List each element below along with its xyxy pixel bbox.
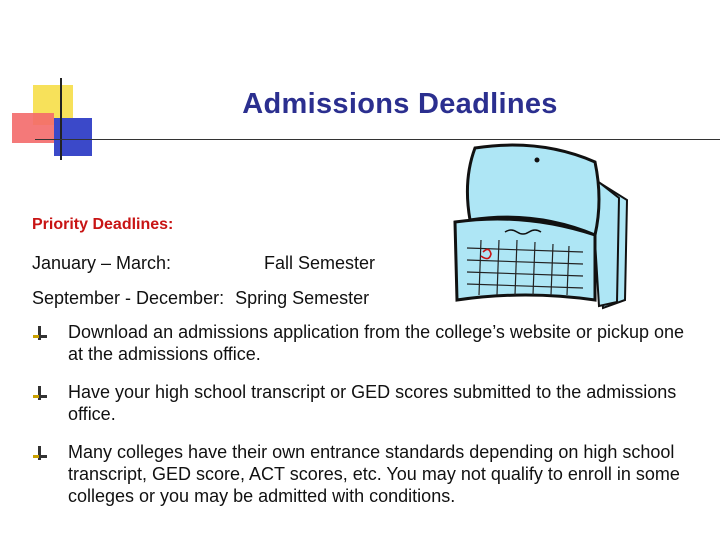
bullet-text: Have your high school transcript or GED scores submitted to the admissions office. — [68, 382, 677, 424]
bullet-text: Many colleges have their own entrance standards depending on high school transcript, GED score, ACT scores, etc. You may not qualify to enroll in some colleges or you may be admitted with conditions. — [68, 442, 680, 506]
deadline-semester-spring: Spring Semester — [235, 288, 370, 308]
deadline-row-spring — [32, 288, 369, 309]
deadline-semester-fall: Fall Semester — [264, 253, 376, 273]
decorative-vertical-line — [60, 78, 62, 160]
calendar-clipart-icon — [445, 140, 635, 320]
bullet-marker-icon — [33, 326, 47, 340]
bullet-marker-icon — [33, 386, 47, 400]
slide-title: Admissions Deadlines — [242, 88, 558, 120]
bullet-list — [33, 321, 703, 523]
bullet-marker-icon — [33, 446, 47, 460]
deadline-period-spring: September - December: — [32, 288, 225, 308]
list-item — [33, 321, 703, 365]
list-item — [33, 441, 703, 507]
priority-deadlines-heading: Priority Deadlines: — [32, 216, 174, 233]
bullet-text: Download an admissions application from the college’s website or pickup one at the admissions office. — [68, 322, 685, 364]
list-item — [33, 381, 703, 425]
deadline-period-fall: January – March: — [32, 253, 172, 273]
